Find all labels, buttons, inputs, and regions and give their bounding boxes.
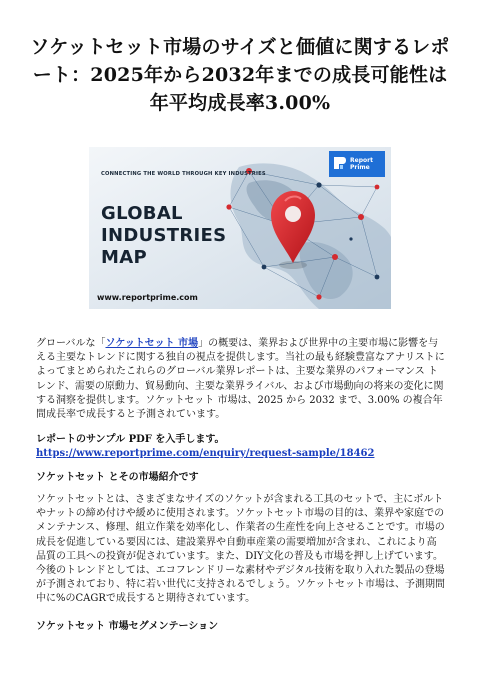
banner-tagline: CONNECTING THE WORLD THROUGH KEY INDUSTRIES — [101, 171, 266, 177]
banner-headline: GLOBAL INDUSTRIES MAP — [101, 203, 227, 268]
reportprime-logo-icon — [333, 156, 347, 170]
section-body-intro: ソケットセットとは、さまざまなサイズのソケットが含まれる工具のセットで、主にボルトやナットの締め付けや緩めに使用されます。ソケットセット市場の目的は、業界や家庭でのメンテナンス、修理、組立作業を効率化し、作業者の生産性を向上させることです。市場の成長を促進している要因には、建設業界や自動車産業の需要増加が含まれ、これにより高品質の工具への投資が促されています。また、DIY文化の普及も市場を押し上げています。今後のトレンドとしては、エコフレンドリーな素材やデジタル技術を取り入れた製品の登場が予測されており、特に若い世代に支持されるでしょう。ソケットセット市場は、予測期間中に%のCAGRで成長すると期待されています。 — [36, 494, 445, 605]
sample-label: レポートのサンプル PDF を入手します。 — [36, 434, 225, 445]
banner-url: www.reportprime.com — [97, 293, 198, 302]
market-keyword-link[interactable]: ソケットセット 市場 — [105, 338, 199, 349]
intro-text-before: グローバルな「 — [36, 338, 106, 349]
section-heading-segmentation: ソケットセット 市場セグメンテーション — [36, 621, 219, 632]
intro-text-after: 」の概要は、業界および世界中の主要市場に影響を与える主要なトレンドに関する独自の視点を提供します。当社の最も経験豊富なアナリストによってまとめられたこれらのグローバル業界レポートは、主要な業界のパフォーマンス トレンド、需要の原動力、貿易動向、主要な業界ライバル、および市場動向の将来の変化に関する洞察を提供します。ソケットセット 市場は、2025 から 2032 まで、3.00% の複合年間成長率で成長すると予測されています。 — [36, 338, 445, 421]
sample-request-line — [36, 433, 446, 461]
logo-text-line1: Report — [350, 157, 373, 164]
intro-paragraph — [36, 337, 446, 422]
sample-request-link[interactable]: https://www.reportprime.com/enquiry/request-sample/18462 — [36, 448, 375, 460]
section-heading-intro: ソケットセット とその市場紹介です — [36, 472, 199, 483]
logo-text-line2: Prime — [350, 164, 370, 171]
page-title: ソケットセット市場のサイズと価値に関するレポート：2025年から2032年までの成長可能性は年平均成長率3.00% — [30, 36, 450, 114]
reportprime-logo — [329, 151, 385, 177]
banner-image — [89, 147, 391, 309]
